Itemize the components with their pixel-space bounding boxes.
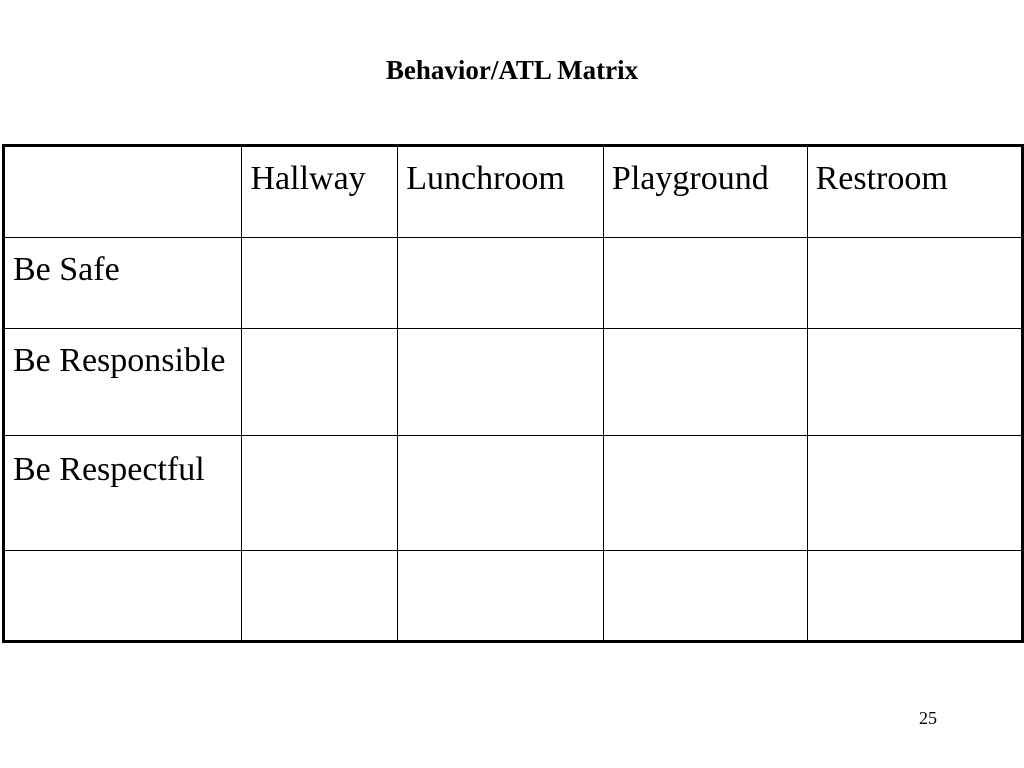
- column-header-hallway: Hallway: [242, 146, 398, 238]
- matrix-cell: [398, 551, 604, 642]
- matrix-cell: [242, 551, 398, 642]
- column-header-restroom: Restroom: [807, 146, 1022, 238]
- row-label-empty: [4, 551, 242, 642]
- table-header-row: [4, 146, 1023, 238]
- row-label-be-safe: Be Safe: [4, 238, 242, 329]
- matrix-cell: [603, 329, 807, 436]
- matrix-cell: [807, 551, 1022, 642]
- matrix-cell: [603, 436, 807, 551]
- matrix-cell: [807, 436, 1022, 551]
- matrix-cell: [807, 329, 1022, 436]
- column-header-playground: Playground: [603, 146, 807, 238]
- matrix-cell: [603, 551, 807, 642]
- matrix-cell: [807, 238, 1022, 329]
- table-row: [4, 238, 1023, 329]
- matrix-cell: [242, 238, 398, 329]
- page-number: 25: [919, 708, 937, 728]
- row-label-be-responsible: Be Responsible: [4, 329, 242, 436]
- behavior-matrix-table: [2, 144, 1024, 643]
- header-corner-cell: [4, 146, 242, 238]
- table-row: [4, 329, 1023, 436]
- matrix-cell: [398, 238, 604, 329]
- matrix-cell: [398, 436, 604, 551]
- matrix-cell: [603, 238, 807, 329]
- column-header-lunchroom: Lunchroom: [398, 146, 604, 238]
- matrix-cell: [242, 329, 398, 436]
- slide-title: Behavior/ATL Matrix: [385, 55, 639, 85]
- matrix-cell: [398, 329, 604, 436]
- matrix-cell: [242, 436, 398, 551]
- table-row: [4, 436, 1023, 551]
- table-row: [4, 551, 1023, 642]
- row-label-be-respectful: Be Respectful: [4, 436, 242, 551]
